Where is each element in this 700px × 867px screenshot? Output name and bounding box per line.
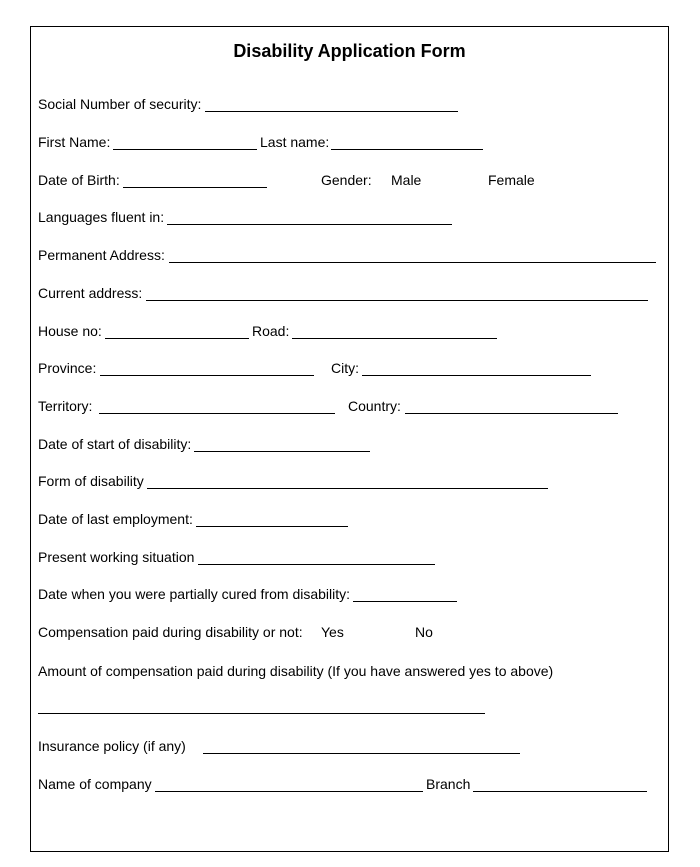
province-label: Province:	[38, 360, 97, 376]
working-situation-field[interactable]	[198, 564, 435, 565]
company-name-field[interactable]	[155, 791, 423, 792]
road-field[interactable]	[292, 338, 497, 339]
start-disability-field[interactable]	[194, 451, 370, 452]
road-label: Road:	[252, 323, 290, 339]
form-of-disability-field[interactable]	[147, 488, 548, 489]
languages-label: Languages fluent in:	[38, 209, 165, 225]
last-name-field[interactable]	[331, 149, 483, 150]
insurance-policy-label: Insurance policy (if any)	[38, 738, 186, 754]
dob-label: Date of Birth:	[38, 172, 120, 188]
country-field[interactable]	[405, 413, 618, 414]
house-no-field[interactable]	[105, 338, 249, 339]
territory-label: Territory:	[38, 398, 93, 414]
city-label: City:	[331, 360, 359, 376]
permanent-address-field[interactable]	[169, 262, 656, 263]
social-number-label: Social Number of security:	[38, 96, 202, 112]
permanent-address-label: Permanent Address:	[38, 247, 165, 263]
compensation-no-option[interactable]: No	[415, 624, 433, 640]
social-number-field[interactable]	[205, 111, 458, 112]
province-field[interactable]	[100, 375, 314, 376]
date-cured-label: Date when you were partially cured from disability:	[38, 586, 351, 602]
form-of-disability-label: Form of disability	[38, 473, 144, 489]
dob-field[interactable]	[123, 187, 267, 188]
country-label: Country:	[348, 398, 401, 414]
city-field[interactable]	[362, 375, 591, 376]
form-title: Disability Application Form	[233, 41, 466, 61]
house-no-label: House no:	[38, 323, 102, 339]
start-disability-label: Date of start of disability:	[38, 436, 192, 452]
insurance-policy-field[interactable]	[203, 753, 520, 754]
last-employment-field[interactable]	[196, 526, 348, 527]
compensation-yes-option[interactable]: Yes	[321, 624, 344, 640]
working-situation-label: Present working situation	[38, 549, 195, 565]
languages-field[interactable]	[167, 224, 452, 225]
amount-compensation-field[interactable]	[38, 713, 485, 714]
current-address-label: Current address:	[38, 285, 143, 301]
current-address-field[interactable]	[146, 300, 648, 301]
amount-compensation-label: Amount of compensation paid during disability (If you have answered yes to above)	[38, 663, 554, 679]
compensation-paid-label: Compensation paid during disability or not:	[38, 624, 303, 640]
gender-male-option[interactable]: Male	[391, 172, 422, 188]
last-name-label: Last name:	[260, 134, 330, 150]
gender-label: Gender:	[321, 172, 372, 188]
first-name-label: First Name:	[38, 134, 111, 150]
branch-label: Branch	[426, 776, 471, 792]
first-name-field[interactable]	[113, 149, 257, 150]
date-cured-field[interactable]	[353, 601, 457, 602]
last-employment-label: Date of last employment:	[38, 511, 193, 527]
territory-field[interactable]	[99, 413, 335, 414]
gender-female-option[interactable]: Female	[488, 172, 535, 188]
company-name-label: Name of company	[38, 776, 152, 792]
branch-field[interactable]	[473, 791, 647, 792]
